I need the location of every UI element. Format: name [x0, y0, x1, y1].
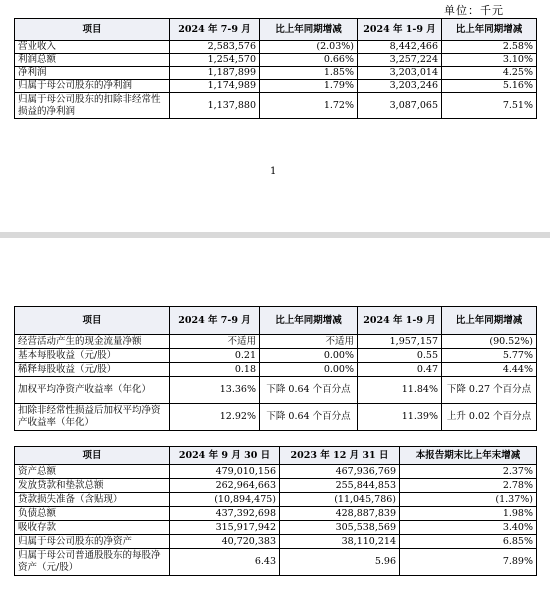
cell-value: 305,538,569: [280, 521, 400, 535]
cell-value: 1,254,570: [170, 54, 260, 67]
cell-value: 6.85%: [400, 535, 537, 549]
cell-value: 不适用: [170, 335, 260, 349]
column-header: 2024 年 7-9 月: [170, 307, 260, 335]
cell-value: 2.37%: [400, 465, 537, 479]
cell-value: 1.85%: [260, 67, 358, 80]
row-label: 扣除非经常性损益后加权平均净资产收益率（年化）: [15, 404, 170, 431]
row-label: 净利润: [15, 67, 170, 80]
cell-value: 1.98%: [400, 507, 537, 521]
column-header: 项目: [15, 447, 170, 465]
cell-value: 5.77%: [442, 349, 537, 363]
page-number: 1: [270, 166, 277, 177]
table-row: [15, 377, 537, 404]
column-header: 比上年同期增减: [442, 19, 537, 41]
table-row: [15, 41, 537, 54]
table-row: [15, 349, 537, 363]
table-row: [15, 535, 537, 549]
column-header: 项目: [15, 19, 170, 41]
cell-value: 11.84%: [358, 377, 442, 404]
cell-value: 1,187,899: [170, 67, 260, 80]
cell-value: 4.25%: [442, 67, 537, 80]
cell-value: 0.55: [358, 349, 442, 363]
table-row: [15, 404, 537, 431]
cell-value: 0.00%: [260, 349, 358, 363]
table-row: [15, 479, 537, 493]
cell-value: 0.00%: [260, 363, 358, 377]
cell-value: 1,174,989: [170, 80, 260, 93]
row-label: 营业收入: [15, 41, 170, 54]
table-row: [15, 93, 537, 119]
column-header: 比上年同期增减: [260, 19, 358, 41]
row-label: 归属于母公司股东的净利润: [15, 80, 170, 93]
cell-value: 下降 0.27 个百分点: [442, 377, 537, 404]
cell-value: 38,110,214: [280, 535, 400, 549]
cell-value: 1.72%: [260, 93, 358, 119]
cell-value: (11,045,786): [280, 493, 400, 507]
cell-value: 262,964,663: [170, 479, 280, 493]
cell-value: 437,392,698: [170, 507, 280, 521]
table-row: [15, 521, 537, 535]
cell-value: 13.36%: [170, 377, 260, 404]
table-row: [15, 67, 537, 80]
table-row: [15, 465, 537, 479]
cell-value: 428,887,839: [280, 507, 400, 521]
cell-value: 0.66%: [260, 54, 358, 67]
cell-value: 下降 0.64 个百分点: [260, 377, 358, 404]
cell-value: 2.58%: [442, 41, 537, 54]
cell-value: 4.44%: [442, 363, 537, 377]
cell-value: 下降 0.64 个百分点: [260, 404, 358, 431]
column-header: 比上年同期增减: [260, 307, 358, 335]
cell-value: 3,087,065: [358, 93, 442, 119]
row-label: 负债总额: [15, 507, 170, 521]
cell-value: (90.52%): [442, 335, 537, 349]
column-header: 比上年同期增减: [442, 307, 537, 335]
row-label: 基本每股收益（元/股）: [15, 349, 170, 363]
balance-sheet-table: [14, 446, 537, 576]
table-header-row: [15, 447, 537, 465]
per-share-table: [14, 306, 537, 431]
column-header: 本报告期末比上年末增减: [400, 447, 537, 465]
table-row: [15, 54, 537, 67]
cell-value: 315,917,942: [170, 521, 280, 535]
row-label: 归属于母公司股东的扣除非经常性损益的净利润: [15, 93, 170, 119]
cell-value: (2.03%): [260, 41, 358, 54]
row-label: 归属于母公司普通股股东的每股净资产（元/股）: [15, 549, 170, 576]
table-row: [15, 335, 537, 349]
column-header: 2023 年 12 月 31 日: [280, 447, 400, 465]
row-label: 贷款损失准备（含贴现）: [15, 493, 170, 507]
cell-value: 11.39%: [358, 404, 442, 431]
table-row: [15, 493, 537, 507]
cell-value: 1,137,880: [170, 93, 260, 119]
cell-value: 7.89%: [400, 549, 537, 576]
cell-value: 上升 0.02 个百分点: [442, 404, 537, 431]
unit-label: 单位：千元: [444, 4, 504, 17]
cell-value: 7.51%: [442, 93, 537, 119]
cell-value: 12.92%: [170, 404, 260, 431]
column-header: 2024 年 1-9 月: [358, 307, 442, 335]
table-header-row: [15, 307, 537, 335]
table-header-row: [15, 19, 537, 41]
row-label: 资产总额: [15, 465, 170, 479]
cell-value: 255,844,853: [280, 479, 400, 493]
table-row: [15, 507, 537, 521]
cell-value: 0.47: [358, 363, 442, 377]
cell-value: 3,203,246: [358, 80, 442, 93]
cell-value: 467,936,769: [280, 465, 400, 479]
cell-value: 6.43: [170, 549, 280, 576]
table-row: [15, 80, 537, 93]
table-row: [15, 363, 537, 377]
income-table: [14, 18, 537, 119]
cell-value: (10,894,475): [170, 493, 280, 507]
column-header: 2024 年 9 月 30 日: [170, 447, 280, 465]
cell-value: 3.10%: [442, 54, 537, 67]
column-header: 2024 年 1-9 月: [358, 19, 442, 41]
row-label: 经营活动产生的现金流量净额: [15, 335, 170, 349]
column-header: 项目: [15, 307, 170, 335]
row-label: 加权平均净资产收益率（年化）: [15, 377, 170, 404]
row-label: 发放贷款和垫款总额: [15, 479, 170, 493]
row-label: 归属于母公司股东的净资产: [15, 535, 170, 549]
cell-value: 8,442,466: [358, 41, 442, 54]
cell-value: 3,203,014: [358, 67, 442, 80]
cell-value: 0.21: [170, 349, 260, 363]
row-label: 吸收存款: [15, 521, 170, 535]
cell-value: 5.96: [280, 549, 400, 576]
cell-value: 2.78%: [400, 479, 537, 493]
row-label: 稀释每股收益（元/股）: [15, 363, 170, 377]
cell-value: 不适用: [260, 335, 358, 349]
cell-value: 1.79%: [260, 80, 358, 93]
table-row: [15, 549, 537, 576]
cell-value: 479,010,156: [170, 465, 280, 479]
cell-value: 5.16%: [442, 80, 537, 93]
column-header: 2024 年 7-9 月: [170, 19, 260, 41]
cell-value: 2,583,576: [170, 41, 260, 54]
cell-value: 40,720,383: [170, 535, 280, 549]
cell-value: 0.18: [170, 363, 260, 377]
row-label: 利润总额: [15, 54, 170, 67]
cell-value: 3,257,224: [358, 54, 442, 67]
cell-value: 3.40%: [400, 521, 537, 535]
report-page-top: [0, 0, 550, 232]
cell-value: 1,957,157: [358, 335, 442, 349]
cell-value: (1.37%): [400, 493, 537, 507]
